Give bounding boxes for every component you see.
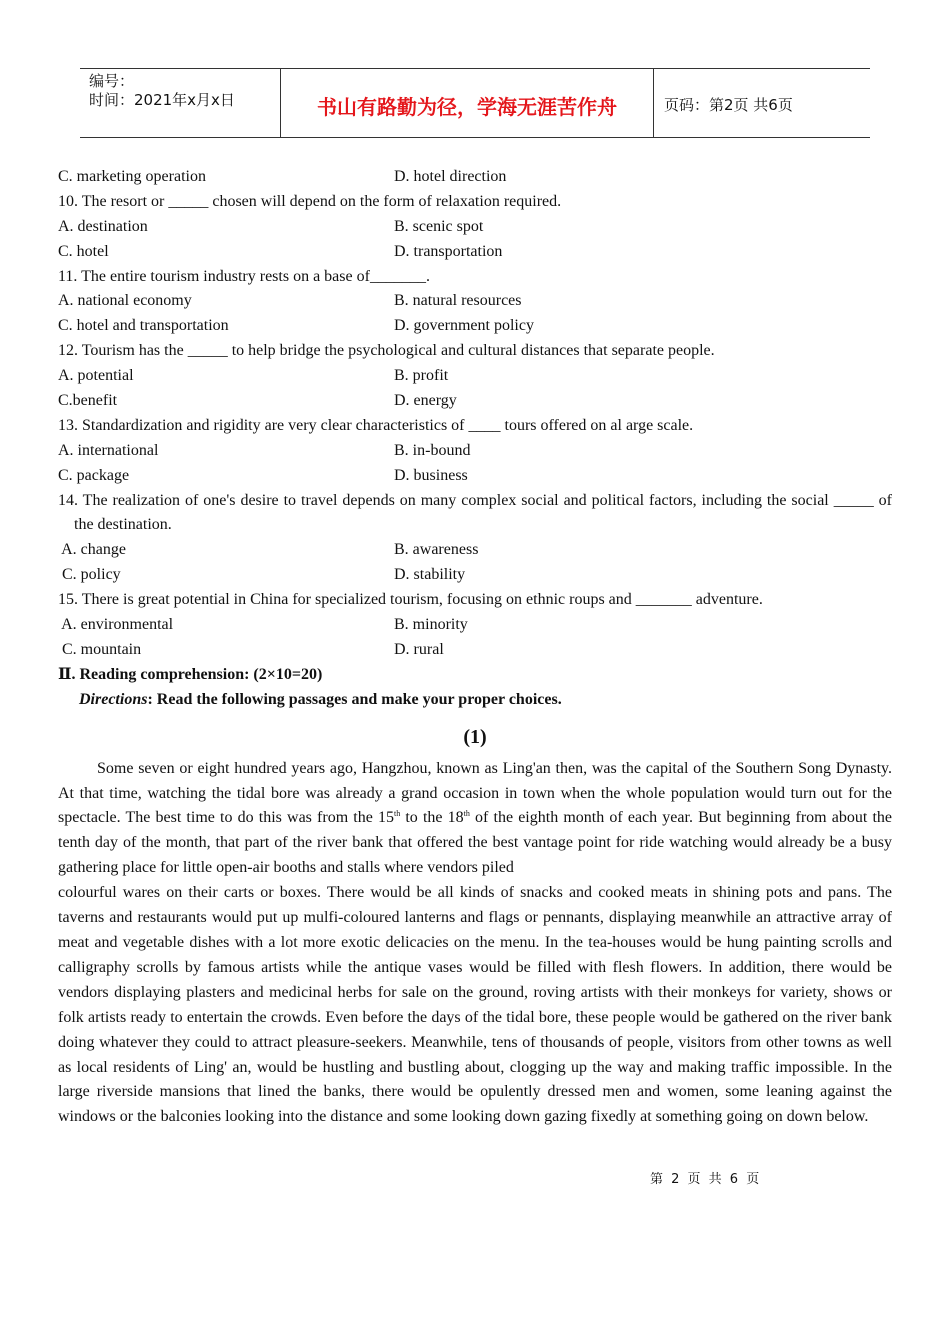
number-label: 编号： — [89, 72, 135, 90]
q10-stem: 10. The resort or _____ chosen will depend on the form of relaxation required. — [58, 192, 562, 210]
header-meta-cell — [80, 69, 281, 137]
q13-option-c: C. package — [58, 466, 130, 484]
q12-option-a: A. potential — [58, 367, 134, 385]
q12-stem: 12. Tourism has the _____ to help bridge the psychological and cultural distances that separate people. — [58, 342, 715, 360]
passage-paragraph-1 — [58, 757, 892, 882]
q12-options-row-2 — [58, 389, 892, 414]
q11-options-row-2 — [58, 314, 892, 339]
p1-text-b: to the 18 — [400, 809, 464, 827]
q9-options-row-2 — [58, 165, 892, 190]
q11-option-d: D. government policy — [394, 317, 534, 335]
q14-option-a: A. change — [58, 541, 126, 559]
q11-option-a: A. national economy — [58, 292, 192, 310]
header-motto: 书山有路勤为径，学海无涯苦作舟 — [281, 69, 654, 137]
document-body — [58, 165, 892, 1130]
q10-option-a: A. destination — [58, 217, 148, 235]
date-label: 时间：2021年x月x日 — [89, 91, 235, 109]
q14-options-row-1 — [58, 538, 892, 563]
p1-text-c: of the eighth month of each year. But beginning from about the tenth day of the month, that part of the river bank that offered the best vantage point for ride watching would already be a busy gathering place for little open-air booths and stalls where vendors piled — [58, 809, 892, 877]
q12-options-row-1 — [58, 364, 892, 389]
q13-stem: 13. Standardization and rigidity are very clear characteristics of ____ tours offered on al arge scale. — [58, 416, 694, 434]
q14-option-b: B. awareness — [394, 541, 479, 559]
q13-options-row-1 — [58, 439, 892, 464]
q14-options-row-2 — [58, 563, 892, 588]
q15-option-b: B. minority — [394, 616, 468, 634]
q15-option-a: A. environmental — [58, 616, 174, 634]
q13-option-a: A. international — [58, 441, 159, 459]
q15-option-c: C. mountain — [58, 640, 142, 658]
q15-stem: 15. There is great potential in China for specialized tourism, focusing on ethnic roups and _______ adventure. — [58, 591, 763, 609]
q15-options-row-2 — [58, 638, 892, 663]
q11-option-b: B. natural resources — [394, 292, 522, 310]
q14-stem: 14. The realization of one's desire to travel depends on many complex social and political factors, including the social _____ of the destination. — [58, 491, 892, 534]
page-header — [80, 68, 870, 138]
section-2-title: Ⅱ. Reading comprehension: (2×10=20) — [58, 665, 323, 683]
q11-options-row-1 — [58, 289, 892, 314]
q12-option-c: C.benefit — [58, 392, 118, 410]
q15-options-row-1 — [58, 613, 892, 638]
q9-option-d: D. hotel direction — [394, 168, 507, 185]
q10-options-row-2 — [58, 240, 892, 265]
p1-text-a: Some seven or eight hundred years ago, Hangzhou, known as Ling'an then, was the capital of the Southern Song Dynasty. At that time, watching the tidal bore was already a grand occasion in town when the whole population would turn out for the spectacle. The best time to do this was from the 15 — [58, 759, 892, 827]
q13-options-row-2 — [58, 464, 892, 489]
directions-label: Directions — [79, 690, 148, 708]
q10-options-row-1 — [58, 215, 892, 240]
q11-stem: 11. The entire tourism industry rests on a base of_______. — [58, 267, 430, 285]
q15-option-d: D. rural — [394, 640, 444, 658]
q13-option-b: B. in-bound — [394, 441, 471, 459]
q10-option-b: B. scenic spot — [394, 217, 484, 235]
directions-text: : Read the following passages and make your proper choices. — [147, 690, 562, 708]
passage-paragraph-2: colourful wares on their carts or boxes. There would be all kinds of snacks and cooked meats in shining pots and pans. The taverns and restaurants would put up mulfi-coloured lanterns and flags or pennants, displaying meanwhile an attractive array of meat and vegetable dishes with a lot more exotic delicacies on the menu. In the tea-houses would be hung painting scrolls and calligraphy scrolls by famous artists while the antique vases would be filled with flesh flowers. In addition, there would be vendors displaying plasters and medicinal herbs for sale on the ground, roving artists with their monkeys for variety, shows or folk artists ready to entertain the crowds. Even before the days of the tidal bore, these people would be gathered on the river bank doing whatever they could to attract pleasure-seekers. Meanwhile, tens of thousands of people, visitors from other towns as well as local residents of Ling' an, would be hustling and bustling about, clogging up the way and making traffic impossible. In the large riverside mansions that lined the banks, there would be opulently dressed men and women, some leaning against the windows or the balconies looking into the distance and some looking down gazing fixedly at something going on down below. — [58, 884, 892, 1126]
page-footer: 第 2 页 共 6 页 — [650, 1172, 760, 1187]
q14-option-c: C. policy — [58, 566, 121, 584]
q13-option-d: D. business — [394, 466, 468, 484]
p1-superscript-2: th — [463, 809, 470, 819]
q12-option-d: D. energy — [394, 392, 457, 410]
q10-option-d: D. transportation — [394, 242, 503, 260]
p1-superscript-1: th — [393, 809, 401, 819]
q10-option-c: C. hotel — [58, 242, 109, 260]
directions — [58, 688, 892, 713]
q14-option-d: D. stability — [394, 566, 466, 584]
passage-number: (1) — [463, 725, 487, 748]
q9-option-c: C. marketing operation — [58, 168, 206, 185]
q12-option-b: B. profit — [394, 367, 449, 385]
q11-option-c: C. hotel and transportation — [58, 317, 229, 335]
header-page-label: 页码：第2页 共6页 — [664, 95, 793, 114]
